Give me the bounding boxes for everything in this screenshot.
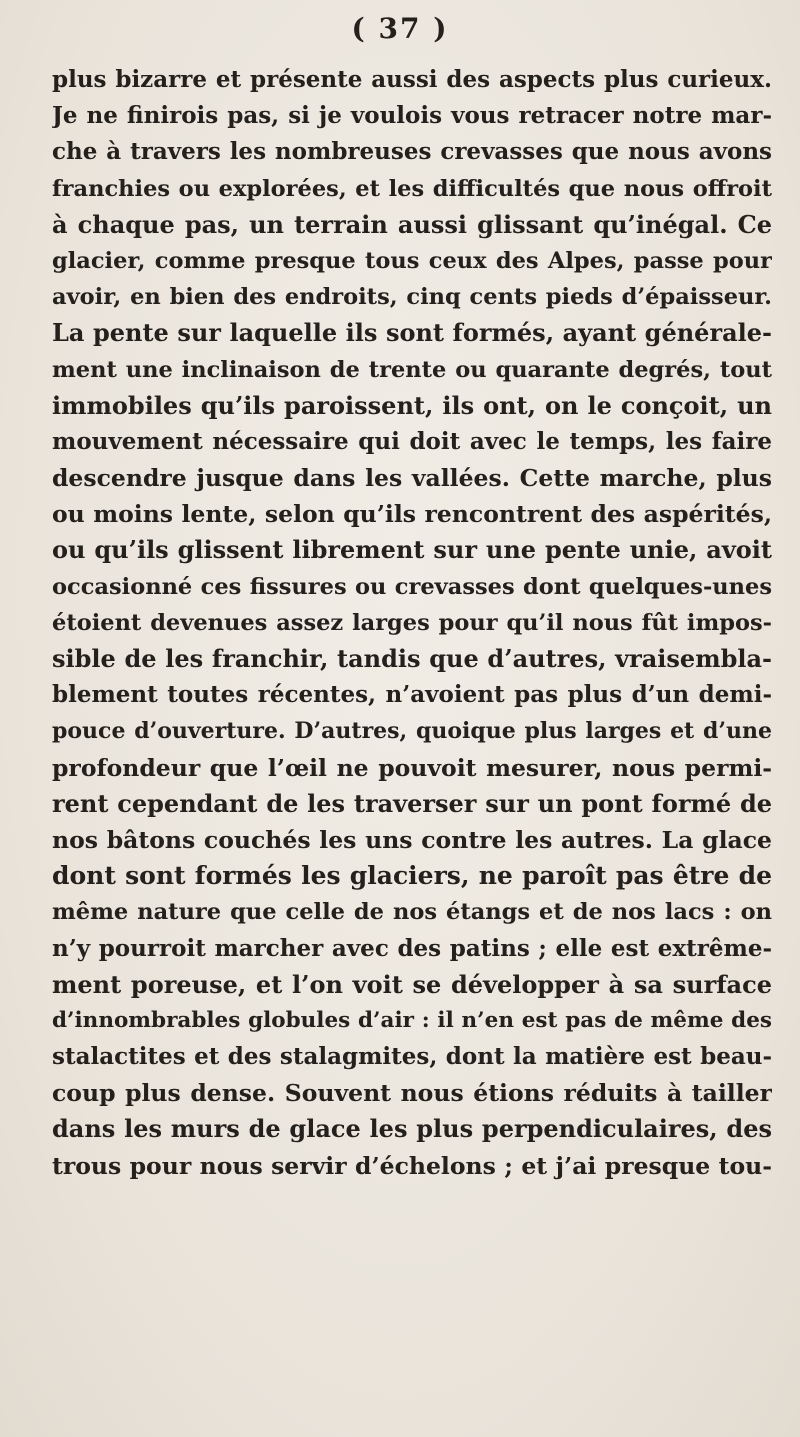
- text-line: avoir, en bien des endroits, cinq cents pieds d’épaisseur.: [52, 284, 772, 311]
- text-line: nos bâtons couchés les uns contre les autres. La glace: [52, 825, 772, 854]
- text-line: sible de les franchir, tandis que d’autres, vraisembla-: [52, 644, 772, 673]
- text-line: plus bizarre et présente aussi des aspects plus curieux.: [52, 66, 772, 93]
- text-line: dont sont formés les glaciers, ne paroît pas être de: [52, 861, 772, 891]
- text-line: ou qu’ils glissent librement sur une pente unie, avoit: [52, 535, 772, 565]
- text-line: stalactites et des stalagmites, dont la matière est beau-: [52, 1043, 772, 1071]
- text-line: trous pour nous servir d’échelons ; et j’ai presque tou-: [52, 1151, 772, 1180]
- text-line: La pente sur laquelle ils sont formés, ayant générale-: [52, 318, 772, 348]
- text-line: glacier, comme presque tous ceux des Alpes, passe pour: [52, 247, 772, 274]
- text-line: ment poreuse, et l’on voit se développer à sa surface: [52, 969, 772, 999]
- text-line: immobiles qu’ils paroissent, ils ont, on le conçoit, un: [52, 390, 772, 420]
- text-line: che à travers les nombreuses crevasses que nous avons: [52, 138, 772, 166]
- text-line: n’y pourroit marcher avec des patins ; elle est extrême-: [52, 934, 772, 962]
- text-line: Je ne finirois pas, si je voulois vous retracer notre mar-: [52, 102, 772, 130]
- text-line: à chaque pas, un terrain aussi glissant qu’inégal. Ce: [52, 209, 772, 239]
- body-text: [52, 62, 772, 1184]
- text-line: dans les murs de glace les plus perpendiculaires, des: [52, 1114, 772, 1144]
- text-line: rent cependant de les traverser sur un pont formé de: [52, 788, 772, 818]
- page-number: ( 37 ): [351, 12, 449, 45]
- text-line: occasionné ces fissures ou crevasses dont quelques-unes: [52, 573, 772, 600]
- text-line: franchies ou explorées, et les difficultés que nous offroit: [52, 175, 772, 202]
- text-line: coup plus dense. Souvent nous étions réduits à tailler: [52, 1079, 772, 1108]
- text-line: mouvement nécessaire qui doit avec le temps, les faire: [52, 427, 772, 455]
- text-line: blement toutes récentes, n’avoient pas plus d’un demi-: [52, 681, 772, 709]
- text-line: ou moins lente, selon qu’ils rencontrent des aspérités,: [52, 500, 772, 529]
- text-line: même nature que celle de nos étangs et de nos lacs : on: [52, 899, 772, 926]
- text-line: étoient devenues assez larges pour qu’il nous fût impos-: [52, 609, 772, 636]
- text-line: d’innombrables globules d’air : il n’en est pas de même des: [52, 1007, 772, 1033]
- text-line: profondeur que l’œil ne pouvoit mesurer, nous permi-: [52, 753, 772, 782]
- text-line: pouce d’ouverture. D’autres, quoique plus larges et d’une: [52, 718, 772, 745]
- text-line: ment une inclinaison de trente ou quarante degrés, tout: [52, 356, 772, 383]
- text-line: descendre jusque dans les vallées. Cette marche, plus: [52, 464, 772, 493]
